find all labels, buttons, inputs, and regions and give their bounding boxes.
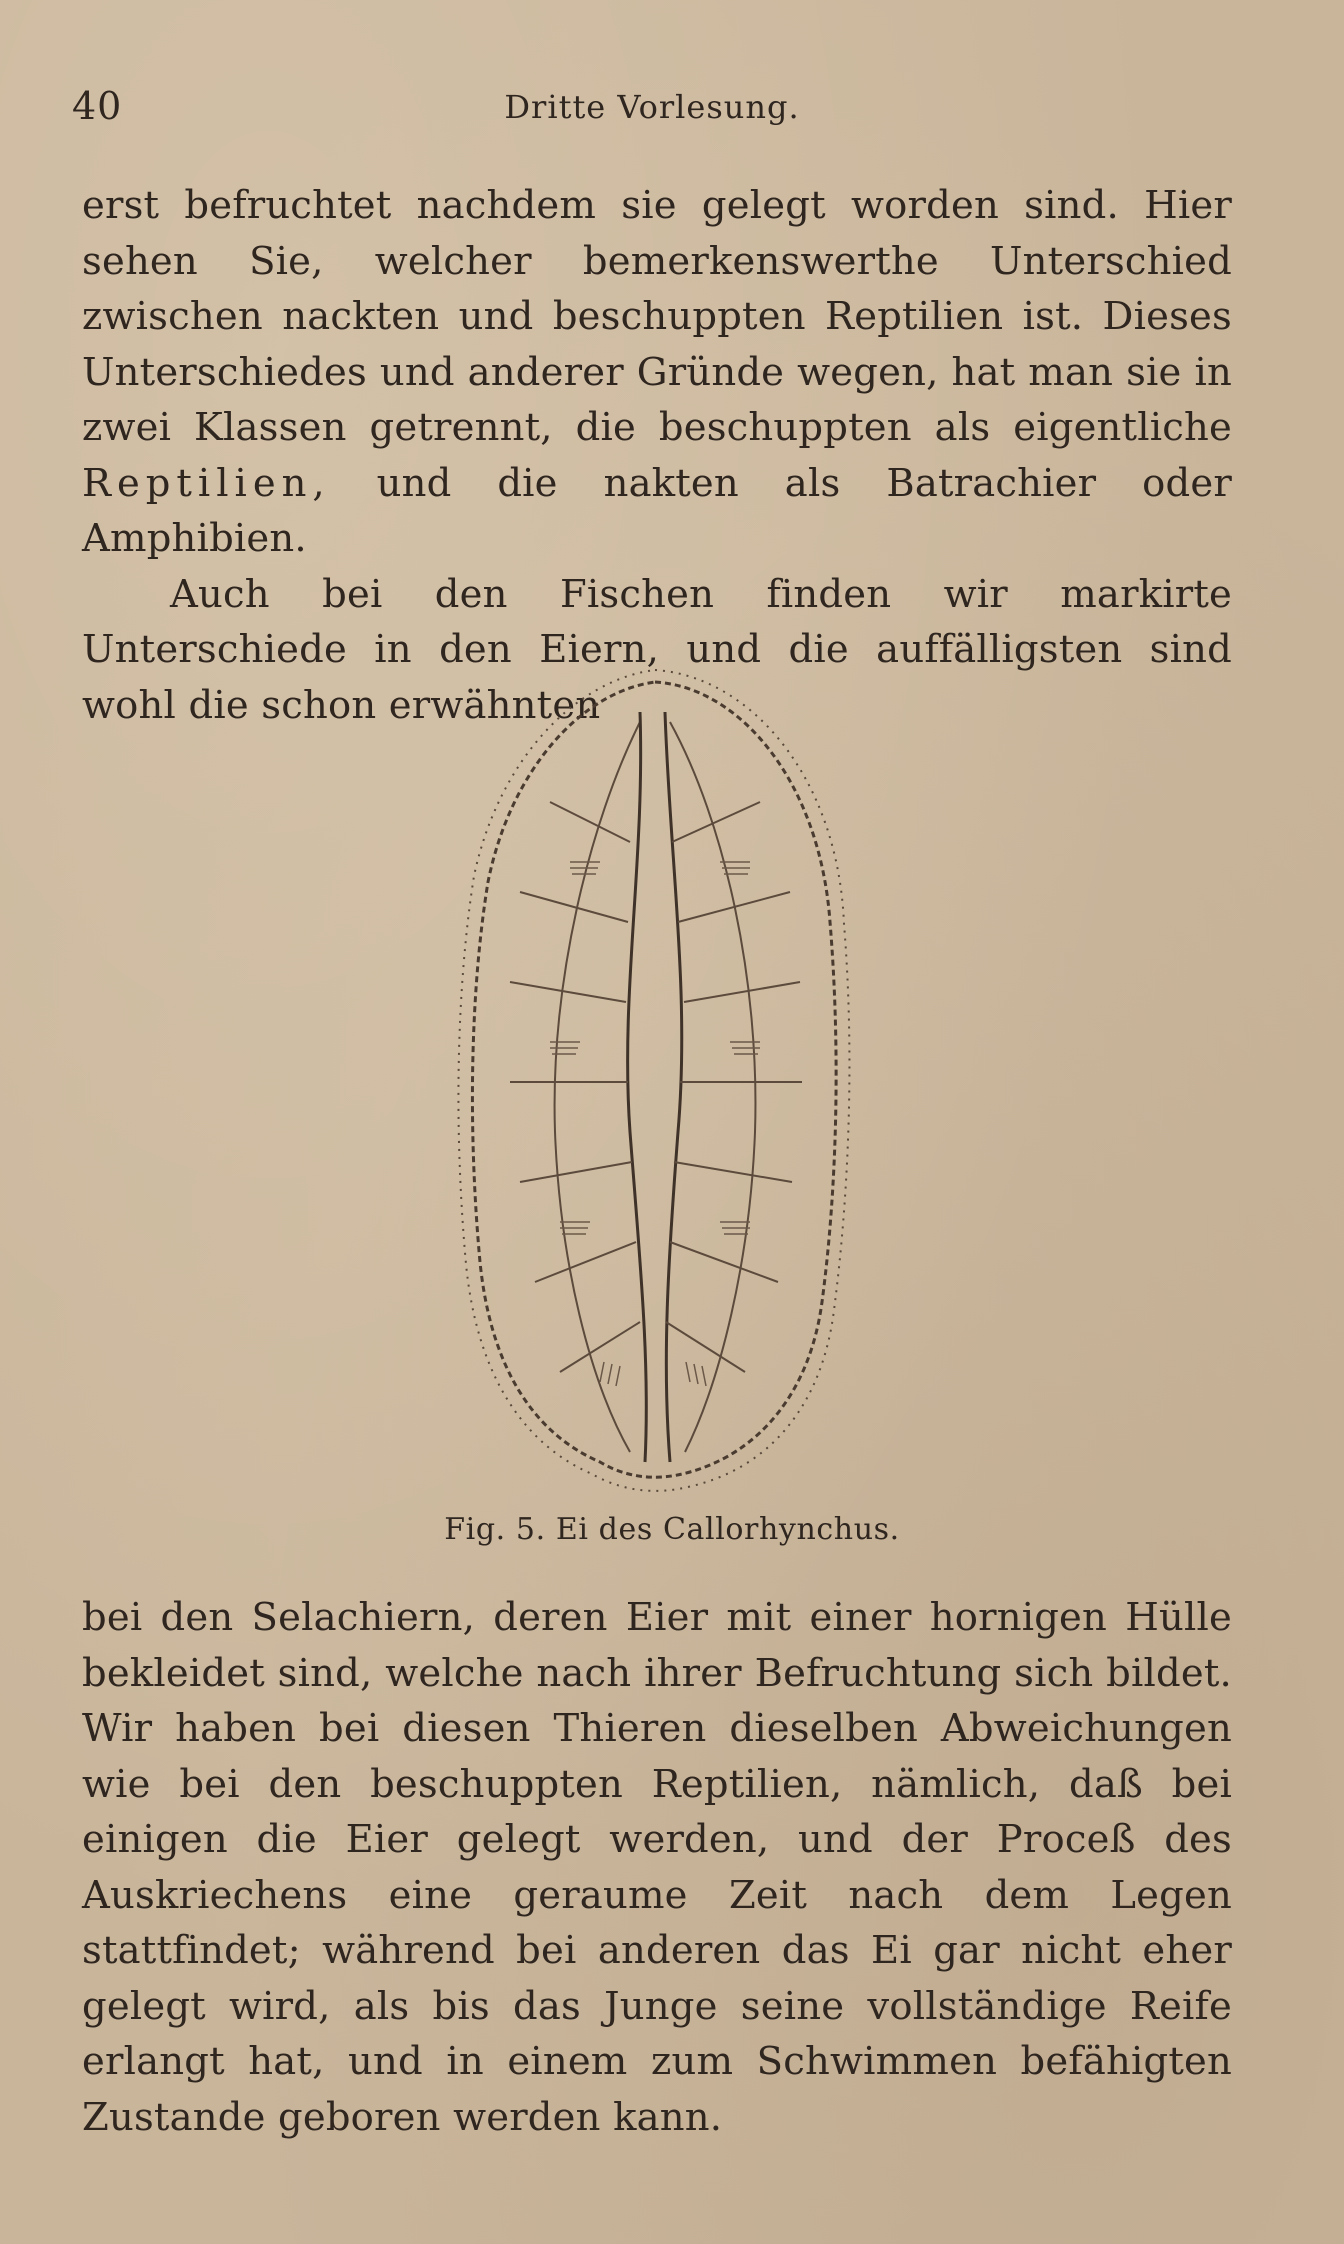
egg-vein-right-2	[678, 892, 790, 922]
text-block-bottom	[82, 1590, 1232, 2145]
text-block-top	[82, 178, 1232, 733]
egg-vein-right-7	[666, 1322, 745, 1372]
paragraph-3: bei den Selachiern, deren Eier mit einer hornigen Hülle bekleidet sind, welche nach ihrer Befruchtung sich bildet. Wir haben bei diesen Thieren dieselben Abweichungen wie bei den beschuppten Reptilien, nämlich, daß bei einigen die Eier gelegt werden, und der Proceß des Auskriechens eine geraume Zeit nach dem Legen stattfindet; während bei anderen das Ei gar nicht eher gelegt wird, als bis das Junge seine vollständige Reife erlangt hat, und in einem zum Schwimmen befähigten Zustande geboren werden kann.	[82, 1595, 1232, 2140]
egg-illustration-svg	[440, 662, 870, 1498]
paragraph-1	[82, 178, 1232, 567]
egg-capsule-fringe	[458, 670, 849, 1491]
egg-central-strand-1	[628, 712, 647, 1462]
egg-illustration	[440, 662, 870, 1498]
paragraph-1-emphasis: Reptilien,	[82, 460, 331, 506]
egg-vein-right-3	[684, 982, 800, 1002]
figure-caption: Fig. 5. Ei des Callorhynchus.	[444, 1512, 900, 1547]
running-title: Dritte Vorlesung.	[504, 88, 800, 126]
egg-vein-left-7	[560, 1322, 640, 1372]
egg-vein-left-3	[510, 982, 626, 1002]
egg-vein-left-6	[535, 1242, 636, 1282]
egg-central-strand-2	[665, 712, 682, 1462]
egg-vein-left-5	[520, 1162, 632, 1182]
paragraph-1-text: erst befruchtet nachdem sie gelegt worden sind. Hier sehen Sie, welcher bemerkenswerthe Unterschied zwischen nackten und beschuppten Reptilien ist. Dieses Unterschiedes und anderer Gründe wegen, hat man sie in zwei Klassen getrennt, die beschuppten als eigentliche	[82, 183, 1232, 450]
egg-vein-right-6	[670, 1242, 778, 1282]
page-header	[72, 84, 1232, 144]
egg-vein-left-1	[550, 802, 630, 842]
page-number: 40	[72, 84, 123, 128]
egg-vein-right-5	[674, 1162, 792, 1182]
egg-capsule-outline	[472, 682, 836, 1477]
paragraph-1-end: und die nakten als Batrachier oder Amphibien.	[82, 460, 1232, 561]
egg-hatching	[550, 862, 760, 1386]
egg-inner-right-line	[670, 722, 755, 1452]
paragraph-2: Auch bei den Fischen finden wir markirte Unterschiede in den Eiern, und die auffälligsten sind wohl die schon erwähnten	[82, 571, 1232, 728]
